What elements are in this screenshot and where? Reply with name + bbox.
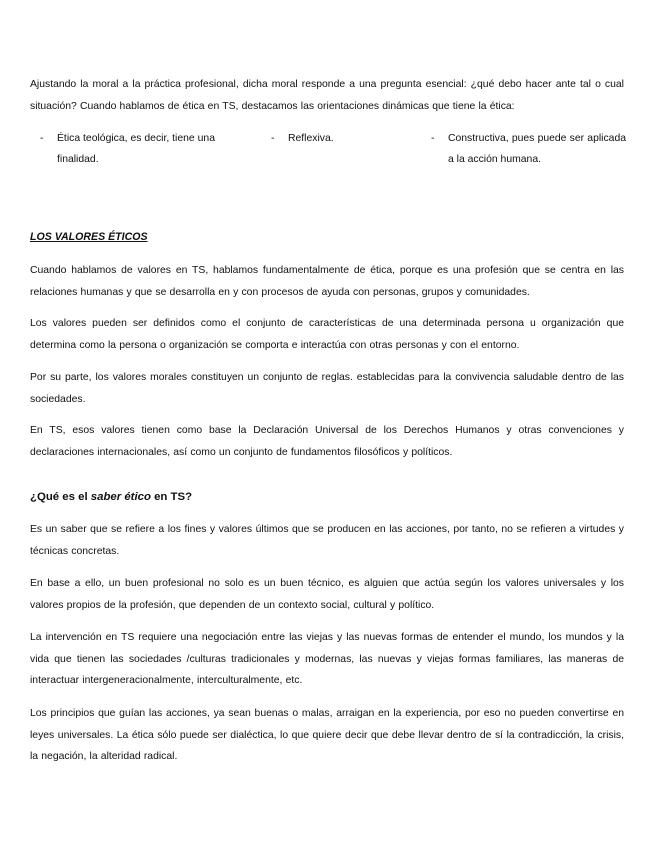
saber-paragraph: Los principios que guían las acciones, ya sean buenas o malas, arraigan en la experiencia, por eso no pueden convertirse en leyes universales. La ética sólo puede ser dialéctica, lo que quiere decir que debe llevar dentro de sí la contradicción, la crisis, la negación, la alteridad radical. [30,708,624,762]
saber-paragraph: Es un saber que se refiere a los fines y valores últimos que se producen en las acciones, por tanto, no se refieren a virtudes y técnicas concretas. [30,524,624,557]
subheading [30,486,192,508]
values-paragraph: Cuando hablamos de valores en TS, hablamos fundamentalmente de ética, porque es una profesión que se centra en las relaciones humanas y que se desarrolla en y con procesos de ayuda con personas, grupos y comunidades. [30,265,624,298]
section-title: LOS VALORES ÉTICOS [30,231,148,243]
orientations-list [30,128,624,172]
subheading-prefix: ¿Qué es el [30,491,91,503]
list-item-text: Ética teológica, es decir, tiene una finalidad. [57,133,215,165]
subheading-suffix: en TS? [150,491,193,503]
list-item-text: Constructiva, pues puede ser aplicada a la acción humana. [448,133,626,165]
bullet-dash: - [40,133,44,144]
list-item-text: Reflexiva. [288,133,334,144]
values-paragraph: Los valores pueden ser definidos como el conjunto de características de una determinada persona u organización que determina como la persona o organización se comporta e interactúa con otras personas y con el entorno. [30,318,624,351]
bullet-dash: - [431,133,435,144]
saber-paragraph: La intervención en TS requiere una negociación entre las viejas y las nuevas formas de entender el mundo, los mundos y la vida que tienen las sociedades /culturas tradicionales y modernas, las nuevas y viejas formas familiares, las maneras de interactuar intergeneracionalmente, interculturalmente, etc. [30,632,624,686]
saber-paragraph: En base a ello, un buen profesional no solo es un buen técnico, es alguien que actúa según los valores universales y los valores propios de la profesión, que dependen de un contexto social, cultural y político. [30,578,624,611]
bullet-dash: - [271,133,275,144]
intro-paragraph: Ajustando la moral a la práctica profesional, dicha moral responde a una pregunta esencial: ¿qué debo hacer ante tal o cual situación? Cuando hablamos de ética en TS, destacamos las orientaciones dinámicas que tiene la ética: [30,79,624,112]
values-paragraph: Por su parte, los valores morales constituyen un conjunto de reglas. establecidas para la convivencia saludable dentro de las sociedades. [30,372,624,405]
values-paragraph: En TS, esos valores tienen como base la Declaración Universal de los Derechos Humanos y otras convenciones y declaraciones internacionales, así como un conjunto de fundamentos filosóficos y políticos. [30,425,624,458]
subheading-emphasis: saber ético [90,491,151,503]
